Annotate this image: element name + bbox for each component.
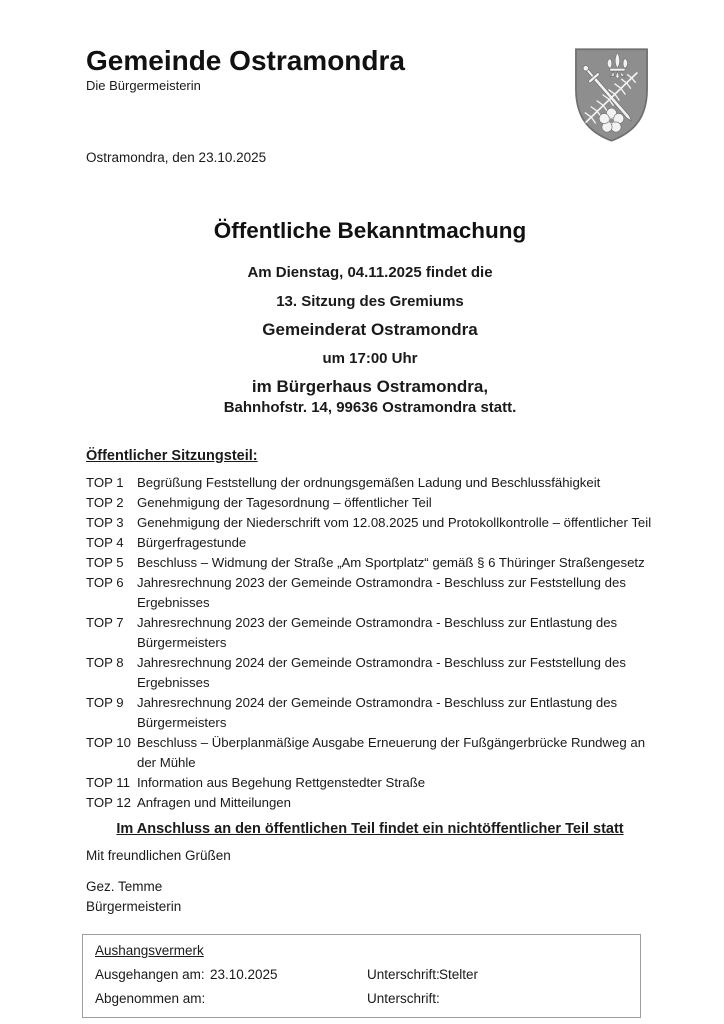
removed-on-value	[210, 990, 367, 1008]
posted-on-value: 23.10.2025	[210, 967, 278, 982]
agenda-item	[86, 793, 654, 813]
agenda-item-label: TOP 9	[86, 695, 124, 710]
agenda-item-text: Jahresrechnung 2023 der Gemeinde Ostramondra - Beschluss zur Feststellung des Ergebnisses	[137, 575, 626, 610]
announcement-address-line: Bahnhofstr. 14, 99636 Ostramondra statt.	[223, 399, 517, 416]
agenda-item-text: Beschluss – Überplanmäßige Ausgabe Erneuerung der Fußgängerbrücke Rundweg an der Mühle	[137, 735, 646, 770]
signed-role: Bürgermeisterin	[86, 899, 182, 914]
office-subtitle: Die Bürgermeisterin	[86, 78, 201, 93]
announcement-body-name: Gemeinderat Ostramondra	[262, 320, 478, 339]
agenda-item	[86, 533, 654, 553]
announcement-title: Öffentliche Bekanntmachung	[213, 218, 527, 243]
agenda-item	[86, 733, 654, 773]
agenda-item	[86, 493, 654, 513]
agenda-item-label: TOP 7	[86, 615, 124, 630]
coat-of-arms-icon	[569, 45, 654, 145]
signature-label: Unterschrift:	[367, 967, 440, 982]
posted-on-label: Ausgehangen am:	[95, 967, 205, 982]
agenda-item-text: Begrüßung Feststellung der ordnungsgemäßen Ladung und Beschlussfähigkeit	[137, 475, 601, 490]
announcement-section	[86, 217, 654, 417]
announcement-session-line: 13. Sitzung des Gremiums	[276, 293, 464, 310]
agenda-item-text: Jahresrechnung 2024 der Gemeinde Ostramondra - Beschluss zur Feststellung des Ergebnisses	[137, 655, 626, 690]
agenda-item-text: Bürgerfragestunde	[137, 535, 247, 550]
agenda-item	[86, 513, 654, 533]
agenda-item-text: Jahresrechnung 2024 der Gemeinde Ostramondra - Beschluss zur Entlastung des Bürgermeisters	[137, 695, 618, 730]
agenda-item-label: TOP 1	[86, 475, 124, 490]
announcement-intro-line: Am Dienstag, 04.11.2025 findet die	[247, 264, 493, 281]
agenda-list	[86, 473, 654, 813]
agenda-item-text: Information aus Begehung Rettgenstedter Straße	[137, 775, 426, 790]
agenda-heading: Öffentlicher Sitzungsteil:	[86, 448, 258, 464]
agenda-item	[86, 653, 654, 693]
signed-name: Gez. Temme	[86, 879, 163, 894]
agenda-item-label: TOP 3	[86, 515, 124, 530]
agenda-item-label: TOP 6	[86, 575, 124, 590]
nonpublic-session-note: Im Anschluss an den öffentlichen Teil findet ein nichtöffentlicher Teil statt	[116, 821, 624, 837]
signature-value	[439, 990, 628, 1008]
posting-notice-box	[82, 934, 641, 1018]
letterhead	[86, 45, 654, 94]
announcement-time-line: um 17:00 Uhr	[322, 350, 418, 367]
agenda-item-text: Genehmigung der Niederschrift vom 12.08.2025 und Protokollkontrolle – öffentlicher Teil	[137, 515, 652, 530]
removed-on-label: Abgenommen am:	[95, 991, 206, 1006]
regards-line: Mit freundlichen Grüßen	[86, 848, 231, 863]
posting-box-heading: Aushangsvermerk	[95, 943, 204, 958]
signature-block	[86, 877, 654, 917]
agenda-item-label: TOP 5	[86, 555, 124, 570]
agenda-item	[86, 553, 654, 573]
agenda-item-label: TOP 12	[86, 795, 131, 810]
agenda-item	[86, 573, 654, 613]
agenda-item-text: Beschluss – Widmung der Straße „Am Sportplatz“ gemäß § 6 Thüringer Straßengesetz	[137, 555, 645, 570]
posting-box-row	[95, 990, 628, 1008]
agenda-item-label: TOP 4	[86, 535, 124, 550]
agenda-item	[86, 693, 654, 733]
announcement-location-line: im Bürgerhaus Ostramondra,	[251, 377, 489, 396]
agenda-item-label: TOP 11	[86, 775, 130, 790]
agenda-item	[86, 613, 654, 653]
dateline: Ostramondra, den 23.10.2025	[86, 150, 267, 165]
agenda-item-text: Jahresrechnung 2023 der Gemeinde Ostramondra - Beschluss zur Entlastung des Bürgermeisters	[137, 615, 618, 650]
agenda-item	[86, 773, 654, 793]
agenda-item	[86, 473, 654, 493]
posting-box-row	[95, 966, 628, 984]
signature-label: Unterschrift:	[367, 991, 440, 1006]
agenda-item-label: TOP 10	[86, 735, 131, 750]
agenda-item-label: TOP 2	[86, 495, 124, 510]
agenda-item-text: Genehmigung der Tagesordnung – öffentlicher Teil	[137, 495, 432, 510]
signature-value: Stelter	[439, 967, 479, 982]
municipality-name: Gemeinde Ostramondra	[86, 45, 405, 76]
agenda-item-text: Anfragen und Mitteilungen	[137, 795, 291, 810]
agenda-item-label: TOP 8	[86, 655, 124, 670]
